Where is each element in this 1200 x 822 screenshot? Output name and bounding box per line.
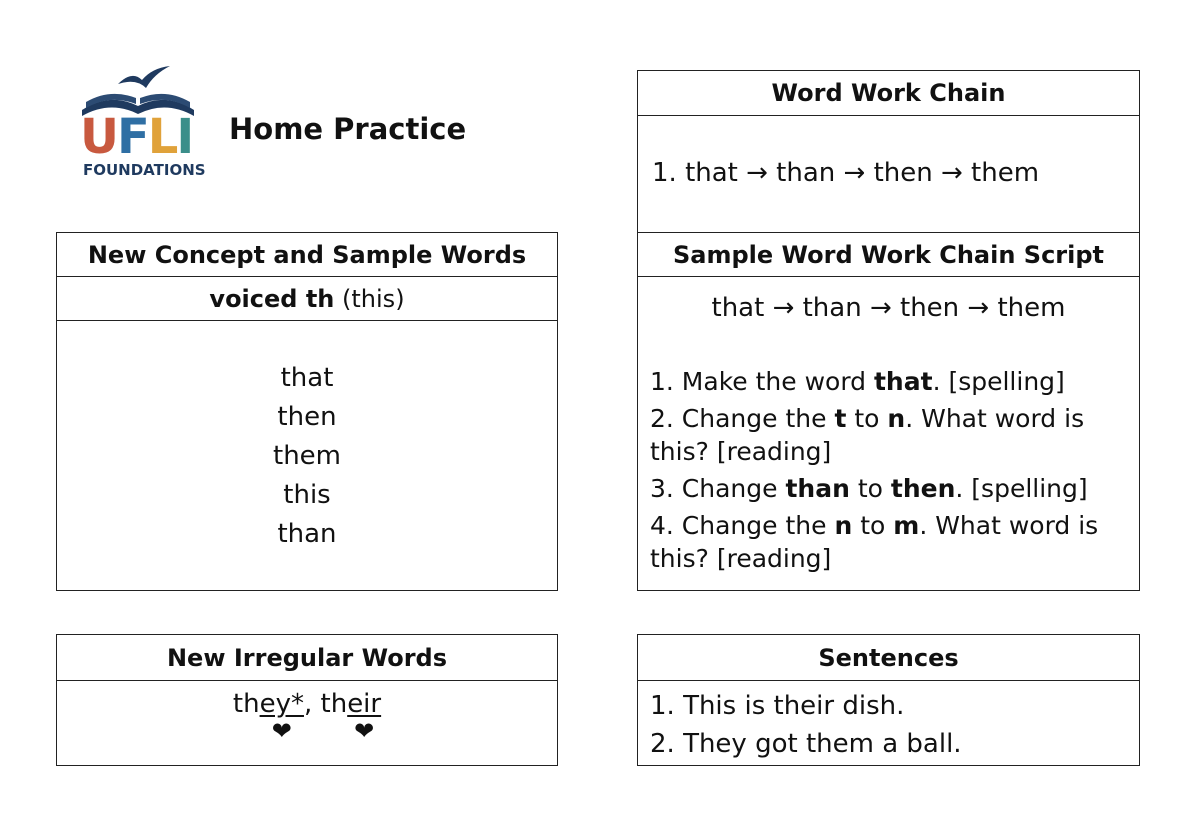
sentence: 1. This is their dish. [650, 691, 905, 721]
page-title: Home Practice [229, 112, 467, 146]
irregular-part: ey* [259, 689, 304, 719]
word-work-chain-box [637, 70, 1140, 233]
irregular-words-box [56, 634, 558, 766]
heart-icon: ❤ [271, 717, 292, 745]
heart-icon: ❤ [354, 717, 375, 745]
script-step: 3. Change than to then. [spelling] [650, 474, 1088, 503]
concept-name-label: voiced th [209, 284, 335, 313]
irregular-words: they* ❤ , their ❤ [232, 689, 382, 745]
sentence-list [638, 681, 1139, 763]
script-step: 1. Make the word that. [spelling] [650, 367, 1065, 396]
script-step: 2. Change the t to n. What word is this? [reading] [650, 404, 1085, 466]
logo-tagline: FOUNDATIONS [83, 161, 206, 179]
sample-word: this [283, 480, 331, 510]
irregular-part: eir [347, 689, 382, 719]
sentences-header: Sentences [638, 635, 1139, 681]
sample-word: them [273, 441, 341, 471]
script-step: 4. Change the n to m. What word is this? [reading] [650, 511, 1099, 573]
script-chain: that → than → then → them [711, 293, 1066, 323]
irregular-word-they: they* ❤ [232, 689, 304, 745]
script-steps [638, 323, 1139, 575]
sample-word: then [277, 402, 337, 432]
new-concept-box [56, 232, 558, 591]
sentences-box [637, 634, 1140, 766]
chain-header: Word Work Chain [638, 71, 1139, 116]
sample-word: that [280, 363, 334, 393]
sentence: 2. They got them a ball. [650, 729, 962, 759]
chain-script-box [637, 232, 1140, 591]
irregular-header: New Irregular Words [57, 635, 557, 681]
sample-word: than [277, 519, 337, 549]
irregular-word-their: their ❤ [320, 689, 382, 745]
script-header: Sample Word Work Chain Script [638, 233, 1139, 277]
concept-header: New Concept and Sample Words [57, 233, 557, 277]
concept-example: (this) [342, 284, 405, 313]
ufli-logo: UFLI FOUNDATIONS [80, 62, 200, 182]
chain-line: 1. that → than → then → them [652, 158, 1040, 188]
concept-name [57, 277, 557, 321]
sample-word-list [57, 321, 557, 554]
